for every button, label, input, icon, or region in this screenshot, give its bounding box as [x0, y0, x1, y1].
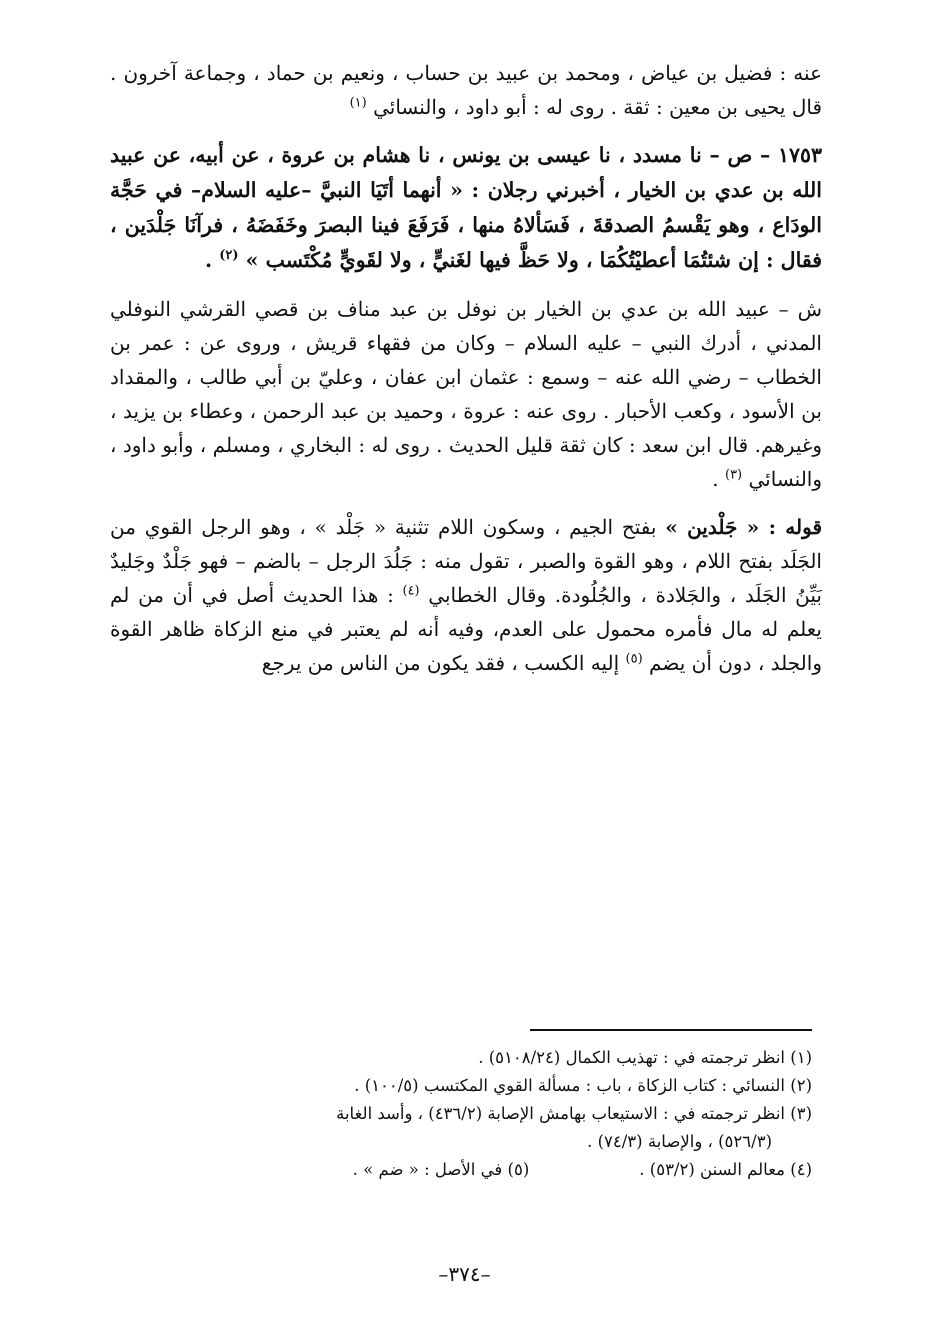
- footnote-ref-3: (٣): [724, 467, 743, 483]
- footnote-4: (٤) معالم السنن (٥٣/٢) .: [639, 1160, 812, 1179]
- footnote-1: (١) انظر ترجمته في : تهذيب الكمال (٥١٠٨/٢٤) .: [478, 1048, 812, 1067]
- footnote-ref-4: (٤): [402, 583, 420, 599]
- hadith-paragraph: [110, 138, 822, 278]
- footnote-2: (٢) النسائي : كتاب الزكاة ، باب : مسألة القوي المكتسب (١٠٠/٥) .: [354, 1076, 812, 1095]
- footnotes: [130, 1044, 812, 1184]
- footnote-5: (٥) في الأصل : « ضم » .: [352, 1160, 530, 1179]
- paragraph-1: [110, 56, 822, 124]
- footnote-ref-1: (١): [349, 95, 367, 111]
- page-body: [110, 56, 822, 680]
- hadith-text: ١٧٥٣ – ص – نا مسدد ، نا عيسى بن يونس ، نا هشام بن عروة ، عن أبيه، عن عبيد الله بن عدي بن الخيار ، أخبرني رجلان : « أنهما أتَيَا النبيَّ –عليه السلام– في حَجَّة الودَاع ، وهو يَقْسمُ الصدقةَ ، فَسَألاهُ منها ، فَرَفَعَ فينا البصرَ وخَفَضَهُ ، فرآنَا جَلْدَين ، فقال : إن شئتُمَا أعطيْتُكُمَا ، ولا حَظَّ فيها لغَنيٍّ ، ولا لقَويٍّ مُكْتَسب »: [110, 143, 822, 272]
- footnote-row-4-5: [130, 1156, 812, 1184]
- commentary-text: ش – عبيد الله بن عدي بن الخيار بن نوفل بن عبد مناف بن قصي القرشي النوفلي المدني ، أدرك النبي – عليه السلام – وكان من فقهاء قريش ، وروى عن : عمر بن الخطاب – رضي الله عنه – وسمع : عثمان ابن عفان ، وعليّ بن أبي طالب ، والمقداد بن الأسود ، وكعب الأحبار . روى عنه : عروة ، وحميد بن عبد الرحمن ، وعطاء بن يزيد ، وغيرهم. قال ابن سعد : كان ثقة قليل الحديث . روى له : البخاري ، ومسلم ، وأبو داود ، والنسائي: [110, 297, 822, 491]
- footnote-divider: [530, 1029, 812, 1031]
- explanation-lead: قوله : « جَلْدين »: [665, 515, 823, 539]
- footnote-3: (٣) انظر ترجمته في : الاستيعاب بهامش الإصابة (٤٣٦/٢) ، وأسد الغابة: [336, 1104, 812, 1123]
- footnote-ref-5: (٥): [625, 651, 643, 667]
- period: .: [204, 248, 213, 272]
- page-number: –٣٧٤–: [438, 1262, 491, 1286]
- paragraph-1-text: عنه : فضيل بن عياض ، ومحمد بن عبيد بن حساب ، ونعيم بن حماد ، وجماعة آخرون . قال يحيى بن معين : ثقة . روى له : أبو داود ، والنسائي: [110, 61, 822, 119]
- footnote-ref-2: (٢): [219, 248, 239, 264]
- explanation-text-a: بفتح الجيم ، وسكون اللام تثنية « جَلْد » ، وهو الرجل القوي من الجَلَد بفتح اللام ، وهو القوة والصبر ، تقول منه : جَلُدَ الرجل – بالضم – فهو جَلْدٌ وجَليدٌ بَيِّنُ الجَلَد ، والجَلادة ، والجُلُودة. وقال الخطابي: [110, 515, 823, 607]
- explanation-paragraph: [110, 510, 822, 680]
- explanation-text-c: إليه الكسب ، فقد يكون من الناس من يرجع: [261, 651, 620, 675]
- explanation-text-b: : هذا الحديث أصل في أن من لم يعلم له مال فأمره محمول على العدم، وفيه أنه لم يعتبر في منع الزكاة ظاهر القوة والجلد ، دون أن يضم: [110, 583, 822, 675]
- period: .: [712, 467, 719, 491]
- commentary-paragraph: [110, 292, 822, 496]
- footnote-3-continued: (٥٢٦/٣) ، والإصابة (٧٤/٣) .: [587, 1132, 772, 1151]
